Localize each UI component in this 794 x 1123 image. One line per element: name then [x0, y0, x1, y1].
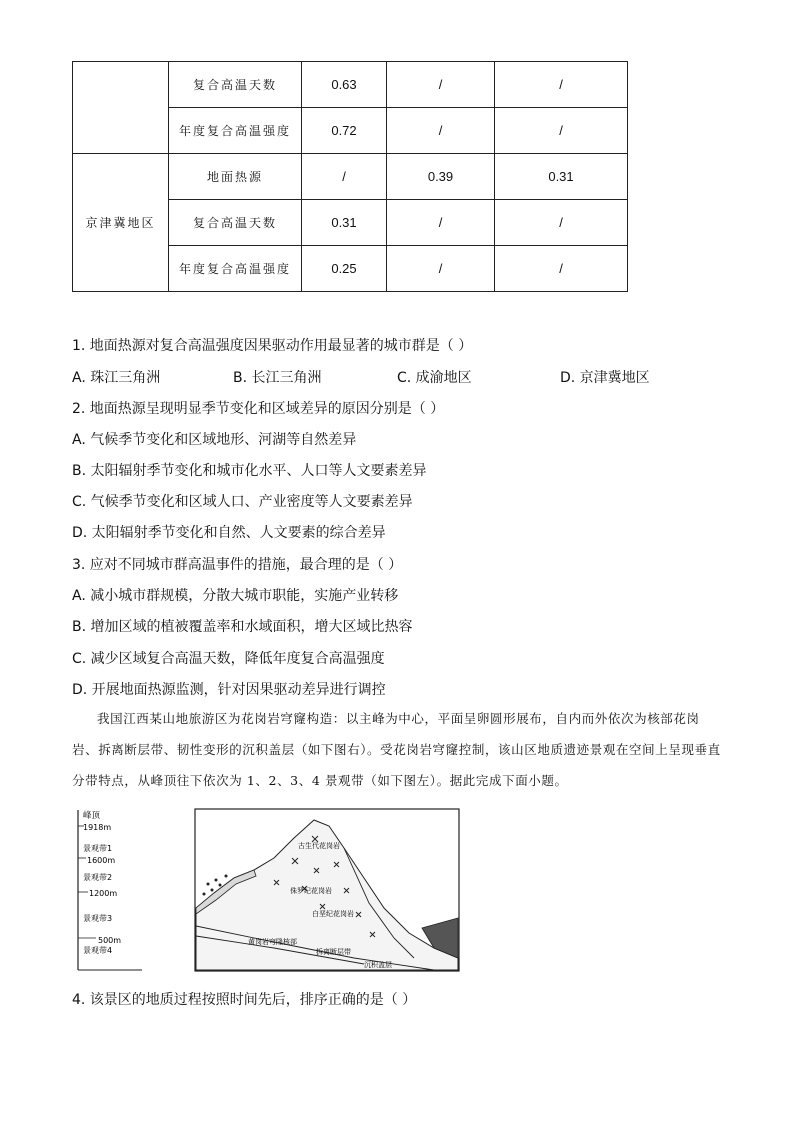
- question-1-stem: 1. 地面热源对复合高温强度因果驱动作用最显著的城市群是（ ）: [72, 338, 473, 354]
- value-cell: 0.72: [302, 108, 387, 154]
- question-3-option-a[interactable]: A. 减小城市群规模，分散大城市职能，实施产业转移: [72, 588, 399, 604]
- passage-line: 花岗岩、拆离断层带、韧性变形的沉积盖层（如下图右）。受花岗岩穹窿控制，该山区地质遗迹景观在空间: [72, 711, 700, 757]
- question-2-option-c[interactable]: C. 气候季节变化和区域人口、产业密度等人文要素差异: [72, 494, 413, 510]
- question-4-stem: 4. 该景区的地质过程按照时间先后，排序正确的是（ ）: [72, 992, 417, 1008]
- question-3-option-b[interactable]: B. 增加区域的植被覆盖率和水域面积，增大区域比热容: [72, 619, 413, 635]
- question-2-option-d[interactable]: D. 太阳辐射季节变化和自然、人文要素的综合差异: [72, 525, 386, 541]
- factor-cell: 地面热源: [169, 154, 302, 200]
- value-cell: 0.25: [302, 246, 387, 292]
- elevation-label: 1918m: [83, 823, 112, 832]
- zone-label: 景观带4: [83, 946, 113, 955]
- elevation-label: 500m: [98, 936, 122, 945]
- elevation-label: 1200m: [89, 889, 118, 898]
- value-cell: /: [495, 246, 628, 292]
- question-1-option-a[interactable]: A. 珠江三角洲: [72, 370, 161, 386]
- question-2-stem: 2. 地面热源呈现明显季节变化和区域差异的原因分别是（ ）: [72, 401, 445, 417]
- value-cell: 0.31: [495, 154, 628, 200]
- value-cell: /: [302, 154, 387, 200]
- value-cell: /: [387, 108, 495, 154]
- dome-core-label: 黄岗岩穹隆核部: [248, 938, 297, 946]
- region-cell: [73, 62, 169, 154]
- granite-label: 侏罗纪花岗岩: [290, 887, 332, 895]
- question-2-option-a[interactable]: A. 气候季节变化和区域地形、河湖等自然差异: [72, 432, 357, 448]
- value-cell: /: [387, 200, 495, 246]
- peak-label: 峰顶: [83, 811, 101, 821]
- question-2-option-b[interactable]: B. 太阳辐射季节变化和城市化水平、人口等人文要素差异: [72, 463, 427, 479]
- value-cell: 0.31: [302, 200, 387, 246]
- granite-label: 白垩纪花岗岩: [312, 910, 354, 918]
- question-1-option-d[interactable]: D. 京津冀地区: [560, 370, 650, 386]
- factor-cell: 复合高温天数: [169, 62, 302, 108]
- value-cell: 0.63: [302, 62, 387, 108]
- zone-label: 景观带3: [83, 914, 113, 923]
- value-cell: /: [387, 246, 495, 292]
- factor-cell: 年度复合高温强度: [169, 108, 302, 154]
- elevation-label: 1600m: [87, 856, 116, 865]
- value-cell: /: [387, 62, 495, 108]
- passage-line: 上呈现垂直分带特点，从峰顶往下依次为 1、2、3、4 景观带（如下图左）。据此完成下面小题。: [72, 742, 721, 788]
- factor-cell: 复合高温天数: [169, 200, 302, 246]
- granite-dome-cross-section: [194, 808, 460, 972]
- question-3-option-d[interactable]: D. 开展地面热源监测，针对因果驱动差异进行调控: [72, 682, 386, 698]
- landscape-zone-figure: [76, 806, 146, 974]
- value-cell: /: [495, 200, 628, 246]
- table-row: [73, 154, 628, 200]
- zone-label: 景观带2: [83, 873, 113, 882]
- region-cell: 京津冀地区: [73, 154, 169, 292]
- value-cell: /: [495, 62, 628, 108]
- table-row: [73, 62, 628, 108]
- fault-belt-label: 拆离断层带: [316, 948, 351, 956]
- granite-label: 古生代花岗岩: [298, 842, 340, 850]
- question-1-option-c[interactable]: C. 成渝地区: [397, 370, 472, 386]
- passage-line: 我国江西某山地旅游区为花岗岩穹窿构造：以主峰为中心，平面呈卵圆形展布，自内而外依次为核部: [97, 711, 674, 726]
- question-3-option-c[interactable]: C. 减少区域复合高温天数，降低年度复合高温强度: [72, 651, 385, 667]
- value-cell: 0.39: [387, 154, 495, 200]
- cover-label: 沉积盖层: [364, 961, 392, 969]
- zone-label: 景观带1: [83, 844, 113, 853]
- reading-passage: [72, 703, 722, 796]
- data-table: [72, 61, 628, 292]
- question-1-option-b[interactable]: B. 长江三角洲: [233, 370, 322, 386]
- question-3-stem: 3. 应对不同城市群高温事件的措施，最合理的是（ ）: [72, 557, 403, 573]
- value-cell: /: [495, 108, 628, 154]
- factor-cell: 年度复合高温强度: [169, 246, 302, 292]
